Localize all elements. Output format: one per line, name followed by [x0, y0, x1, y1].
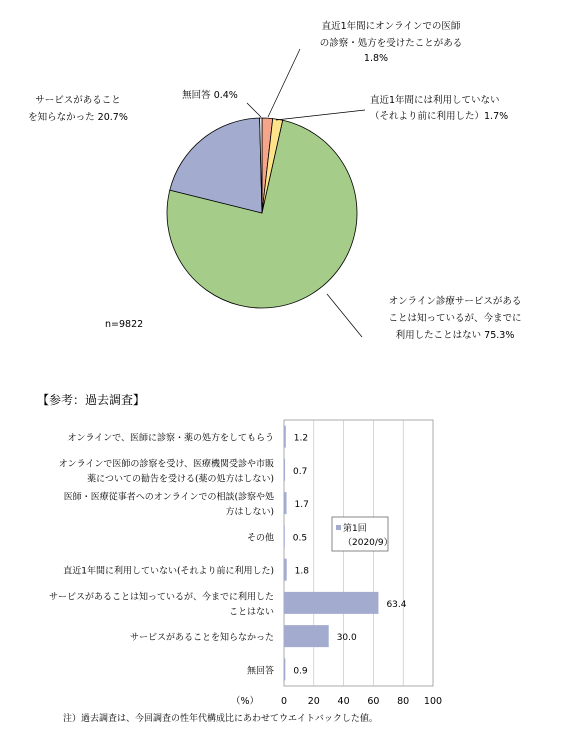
bar-value-label: 0.7	[293, 466, 308, 477]
x-unit-label: （%）	[230, 696, 260, 707]
pie-leader-4	[247, 103, 261, 117]
category-label: 無回答	[246, 666, 274, 677]
pie-label-3: サービスがあること	[35, 95, 121, 106]
pie-label-3: を知らなかった 20.7%	[28, 112, 128, 123]
category-label: その他	[246, 533, 274, 544]
bar-chart-title: 【参考：過去調査】	[37, 393, 146, 407]
bar	[284, 492, 287, 514]
x-tick-label: 40	[337, 696, 350, 707]
pie-leader-2	[327, 294, 362, 337]
category-label: 直近1年間に利用していない(それより前に利用した)	[63, 566, 274, 577]
pie-label-0: の診察・処方を受けたことがある	[319, 38, 463, 49]
pie-leader-1	[276, 110, 365, 120]
bar	[284, 459, 285, 481]
legend	[332, 517, 393, 551]
bar-value-label: 0.5	[292, 533, 308, 544]
bar-value-label: 1.2	[293, 433, 309, 444]
bar-value-label: 30.0	[336, 633, 357, 644]
bar-value-label: 1.8	[294, 566, 310, 577]
bar	[284, 592, 378, 614]
pie-label-2: ことは知っているが、今までに	[388, 313, 522, 324]
pie-label-1: 直近1年間には利用していない	[370, 95, 500, 106]
bar	[284, 658, 285, 680]
sample-size-label: n=9822	[105, 319, 144, 330]
footnote: 注）過去調査は、今回調査の性年代構成比にあわせてウエイトバックした値。	[63, 714, 378, 724]
bar	[284, 559, 287, 581]
legend-label: （2020/9）	[343, 538, 393, 548]
legend-label: 第1回	[343, 524, 367, 534]
category-label: 方はしない)	[225, 507, 274, 518]
x-tick-label: 0	[280, 696, 288, 707]
pie-label-1: （それより前に利用した）1.7%	[370, 111, 509, 122]
bar-value-label: 0.9	[293, 666, 308, 677]
pie-leader-0	[268, 49, 300, 117]
category-label: サービスがあることは知っているが、今までに利用した	[48, 592, 274, 603]
bar	[284, 625, 329, 647]
x-tick-label: 60	[367, 696, 380, 707]
pie-label-4: 無回答 0.4%	[182, 90, 238, 101]
bar	[284, 426, 286, 448]
pie-label-0: 直近1年間にオンラインでの医師	[321, 21, 461, 32]
x-tick-label: 100	[423, 696, 443, 707]
bar-value-label: 63.4	[386, 599, 407, 610]
pie-label-0: 1.8%	[363, 53, 389, 64]
category-label: ことはない	[228, 607, 274, 618]
bar-value-label: 1.7	[294, 500, 309, 511]
category-label: 医師・医療従事者へのオンラインでの相談(診察や処	[63, 492, 274, 503]
category-label: サービスがあることを知らなかった	[129, 633, 274, 644]
category-label: 薬についての勧告を受ける(薬の処方はしない)	[87, 474, 274, 485]
pie-chart	[28, 20, 521, 341]
bar	[284, 525, 285, 547]
category-label: オンラインで医師の診察を受け、医療機関受診や市販	[58, 459, 274, 470]
pie-label-2: オンライン診療サービスがある	[388, 296, 522, 307]
pie-label-2: 利用したことはない 75.3%	[395, 330, 515, 341]
bar-chart	[37, 392, 442, 724]
category-label: オンラインで、医師に診察・薬の処方をしてもらう	[67, 433, 274, 444]
x-tick-label: 20	[307, 696, 320, 707]
legend-swatch	[336, 525, 341, 530]
x-tick-label: 80	[397, 696, 410, 707]
